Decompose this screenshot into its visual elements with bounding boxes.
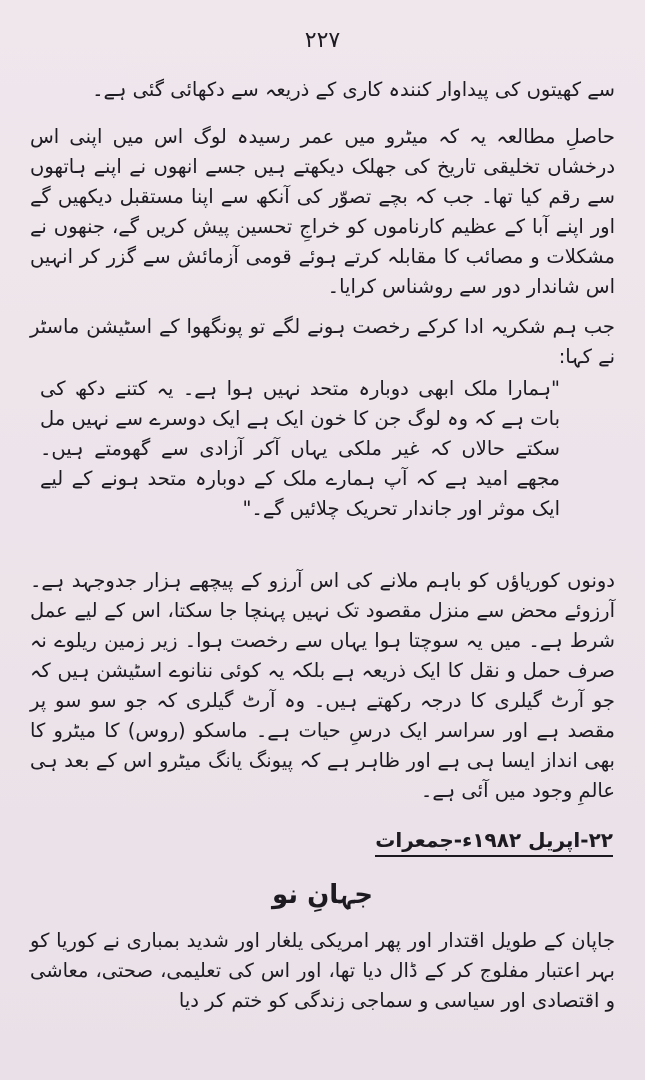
paragraph-4: دونوں کوریاؤں کو باہم ملانے کی اس آرزو کے پیچھے ہزار جدوجہد ہے۔ آرزوئے محض سے منزل مقصود تک نہیں پہنچا جا سکتا، اس کے لیے عمل شرط ہے۔ میں یہ سوچتا ہوا یہاں سے رخصت ہوا۔ زیر زمین ریلوے نہ صرف حمل و نقل کا ایک ذریعہ ہے بلکہ یہ کوئی ننانوے اسٹیشن ہیں کہ جو آرٹ گیلری کا درجہ رکھتے ہیں۔ وہ آرٹ گیلری کہ جو سو سو پر مقصد ہے اور سراسر ایک درسِ حیات ہے۔ ماسکو (روس) کا میٹرو کا بھی انداز ایسا ہی ہے اور ظاہر ہے کہ پیونگ یانگ میٹرو اس کے بعد ہی عالمِ وجود میں آئی ہے۔ xyxy=(30,569,615,802)
paragraph-2: حاصلِ مطالعہ یہ کہ میٹرو میں عمر رسیدہ لوگ اس میں اپنی اس درخشاں تخلیقی تاریخ کی جھلک دیکھتے ہیں جسے انھوں نے اپنے ہاتھوں سے رقم کیا تھا۔ جب کہ بچے تصوّر کی آنکھ سے اپنا مستقبل دیکھیں گے اور اپنے آبا کے عظیم کارناموں کو خراجِ تحسین پیش کریں گے، جنھوں نے مشکلات و مصائب کا مقابلہ کرتے ہوئے قومی آزمائش سے گزر کر انہیں اس شاندار دور سے روشناس کرایا۔ xyxy=(30,125,615,298)
date-line: ۲۲-اپریل ۱۹۸۲ء-جمعرات xyxy=(375,828,613,857)
page-number: ۲۲۷ xyxy=(304,28,341,53)
section-title: جہانِ نو xyxy=(271,880,374,910)
paragraph-3: جب ہم شکریہ ادا کرکے رخصت ہونے لگے تو پونگھوا کے اسٹیشن ماسٹر نے کہا: xyxy=(30,315,615,368)
paragraph-1: سے کھیتوں کی پیداوار کنندہ کاری کے ذریعہ سے دکھائی گئی ہے۔ xyxy=(92,78,615,101)
paragraph-5: جاپان کے طویل اقتدار اور پھر امریکی یلغار اور شدید بمباری نے کوریا کو بہر اعتبار مفلوج کر کے ڈال دیا تھا، اور اس کی تعلیمی، صحتی، معاشی و اقتصادی اور سیاسی و سماجی زندگی کو ختم کر دیا xyxy=(30,929,615,1012)
station-master-quote: "ہمارا ملک ابھی دوبارہ متحد نہیں ہوا ہے۔ یہ کتنے دکھ کی بات ہے کہ وہ لوگ جن کا خون ایک ہے ایک دوسرے سے نہیں مل سکتے حالاں کہ غیر ملکی یہاں آکر آزادی سے گھومتے ہیں۔ مجھے امید ہے کہ آپ ہمارے ملک کے دوبارہ متحد ہونے کے لیے ایک موثر اور جاندار تحریک چلائیں گے۔" xyxy=(40,377,560,520)
